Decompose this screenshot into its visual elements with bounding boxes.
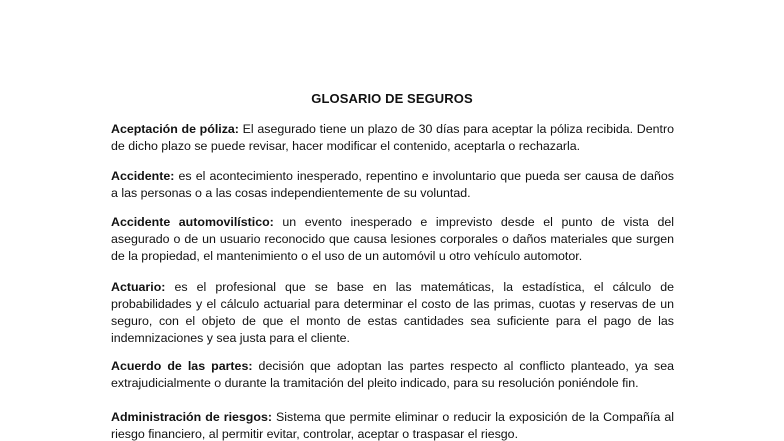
entry-definition: decisión que adoptan las partes respecto al conflicto planteado, ya sea extrajudicialmente o durante la tramitación del pleito indicado, para su resolución poniéndole fin. [111, 359, 674, 390]
entry-term: Aceptación de póliza: [111, 122, 239, 136]
document-title: GLOSARIO DE SEGUROS [311, 91, 473, 106]
entry-definition: Sistema que permite eliminar o reducir la exposición de la Compañía al riesgo financiero, al permitir evitar, controlar, aceptar o traspasar el riesgo. [111, 410, 674, 441]
entry-term: Accidente automovilístico: [111, 215, 274, 229]
glossary-entry [111, 121, 674, 155]
entry-definition: es el profesional que se base en las matemáticas, la estadística, el cálculo de probabilidades y el cálculo actuarial para determinar el costo de las primas, cuotas y reservas de un seguro, con el objeto de que el monto de estas cantidades sea suficiente para el pago de las indemnizaciones y sea justa para el cliente. [111, 280, 674, 345]
entry-definition: El asegurado tiene un plazo de 30 días para aceptar la póliza recibida. Dentro de dicho plazo se puede revisar, hacer modificar el contenido, aceptarla o rechazarla. [111, 122, 674, 153]
glossary-entry [111, 279, 674, 347]
entry-term: Accidente: [111, 169, 175, 183]
entry-definition: un evento inesperado e imprevisto desde el punto de vista del asegurado o de un usuario reconocido que causa lesiones corporales o daños materiales que surgen de la propiedad, el mantenimiento o el uso de un automóvil u otro vehículo automotor. [111, 215, 674, 263]
entry-term: Actuario: [111, 280, 166, 294]
entry-term: Administración de riesgos: [111, 410, 272, 424]
glossary-entry [111, 358, 674, 392]
entry-term: Acuerdo de las partes: [111, 359, 253, 373]
glossary-entry [111, 168, 674, 202]
entry-definition: es el acontecimiento inesperado, repentino e involuntario que pueda ser causa de daños a las personas o a las cosas independientemente de su voluntad. [111, 169, 674, 200]
glossary-entry [111, 409, 674, 441]
glossary-entry [111, 214, 674, 265]
